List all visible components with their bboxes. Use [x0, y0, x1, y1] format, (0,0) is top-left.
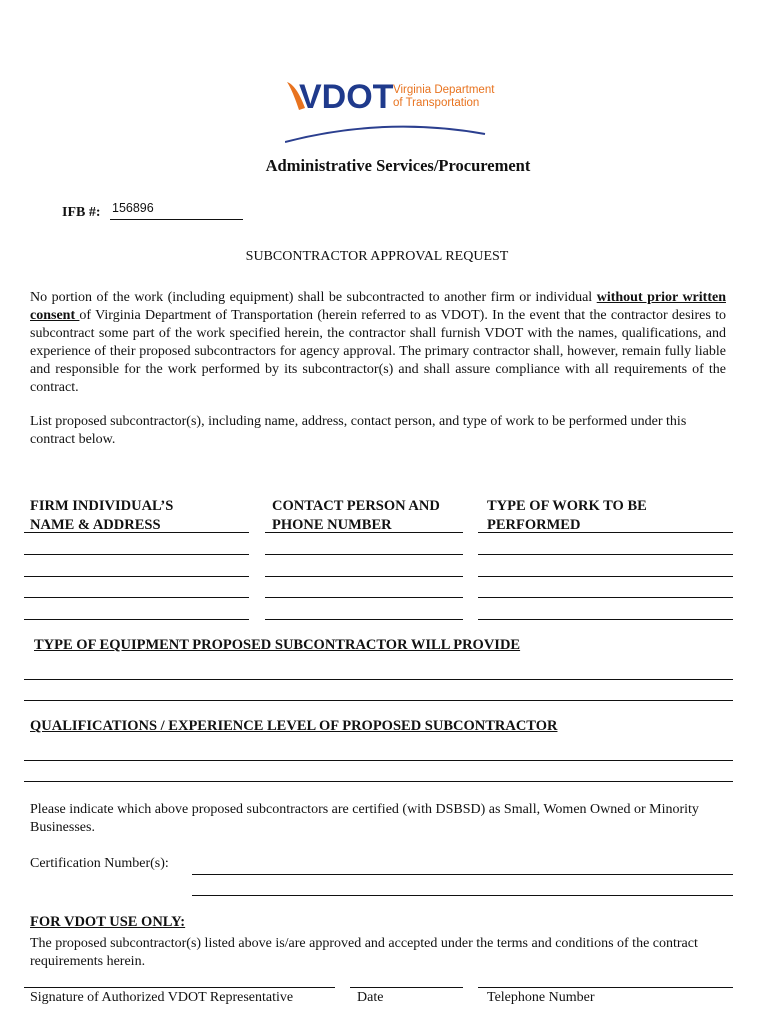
column-header-firm-line1: FIRM INDIVIDUAL’S: [30, 498, 174, 514]
ifb-number-field[interactable]: 156896: [112, 201, 154, 215]
cert-number-label: Certification Number(s):: [30, 856, 169, 871]
list-instruction: List proposed subcontractor(s), including name, address, contact person, and type of work to be performed under this contract below.: [30, 414, 687, 447]
contact-entry-line[interactable]: [265, 619, 463, 620]
equipment-entry-line[interactable]: [24, 700, 733, 701]
intro-part1: No portion of the work (including equipment) shall be subcontracted to another firm or individual: [30, 290, 597, 305]
column-header-contact: [272, 497, 440, 535]
column-header-contact-line1: CONTACT PERSON AND: [272, 498, 440, 514]
column-underline-firm: [24, 532, 249, 533]
equipment-entry-line[interactable]: [24, 679, 733, 680]
cert-number-line[interactable]: [192, 895, 733, 896]
logo-brand: VDOT: [299, 78, 394, 116]
ifb-underline: [110, 219, 243, 220]
contact-entry-line[interactable]: [265, 576, 463, 577]
column-header-work: [487, 497, 647, 535]
qualifications-entry-line[interactable]: [24, 760, 733, 761]
logo-org-line2: of Transportation: [393, 97, 480, 109]
vdot-use-heading: FOR VDOT USE ONLY:: [30, 914, 186, 930]
date-line[interactable]: [350, 987, 463, 988]
signature-label: Signature of Authorized VDOT Representative: [30, 990, 294, 1005]
qualifications-heading: QUALIFICATIONS / EXPERIENCE LEVEL OF PROPOSED SUBCONTRACTOR: [30, 718, 558, 734]
contact-entry-line[interactable]: [265, 597, 463, 598]
column-header-firm-line2: NAME & ADDRESS: [30, 517, 161, 533]
work-entry-line[interactable]: [478, 576, 733, 577]
firm-entry-line[interactable]: [24, 554, 249, 555]
logo-org-line1: Virginia Department: [393, 84, 495, 96]
telephone-label: Telephone Number: [487, 990, 595, 1005]
intro-paragraph: [30, 289, 726, 397]
certified-instruction: Please indicate which above proposed subcontractors are certified (with DSBSD) as Small, Women Owned or Minority Businesses.: [30, 802, 699, 835]
column-underline-contact: [265, 532, 463, 533]
column-header-work-line1: TYPE OF WORK TO BE: [487, 498, 647, 514]
intro-part2: of Virginia Department of Transportation (herein referred to as VDOT). In the event that the contractor desires to subcontract some part of the work specified herein, the contractor shall furnish VDOT with the names, qualifications, and experience of their proposed subcontractors for agency approval. The primary contractor shall, however, remain fully liable and responsible for the work performed by its subcontractor(s) and shall assure compliance with all requirements of the contract.: [30, 308, 726, 395]
qualifications-entry-line[interactable]: [24, 781, 733, 782]
column-underline-work: [478, 532, 733, 533]
firm-entry-line[interactable]: [24, 576, 249, 577]
telephone-line[interactable]: [478, 987, 733, 988]
page-title: Administrative Services/Procurement: [265, 156, 531, 175]
form-title: SUBCONTRACTOR APPROVAL REQUEST: [245, 249, 509, 264]
firm-entry-line[interactable]: [24, 597, 249, 598]
work-entry-line[interactable]: [478, 619, 733, 620]
signature-line[interactable]: [24, 987, 335, 988]
firm-entry-line[interactable]: [24, 619, 249, 620]
equipment-heading: TYPE OF EQUIPMENT PROPOSED SUBCONTRACTOR WILL PROVIDE: [34, 637, 521, 653]
date-label: Date: [357, 990, 384, 1005]
vdot-logo: [285, 72, 505, 152]
column-header-firm: [30, 497, 173, 535]
work-entry-line[interactable]: [478, 597, 733, 598]
work-entry-line[interactable]: [478, 554, 733, 555]
intro-emphasis: without prior written consent: [30, 290, 726, 323]
cert-number-line[interactable]: [192, 874, 733, 875]
column-header-work-line2: PERFORMED: [487, 517, 581, 533]
vdot-logo-graphic: [285, 72, 505, 152]
vdot-use-text: The proposed subcontractor(s) listed above is/are approved and accepted under the terms and conditions of the contract requirements herein.: [30, 936, 698, 969]
ifb-label: IFB #:: [62, 205, 101, 220]
column-header-contact-line2: PHONE NUMBER: [272, 517, 392, 533]
contact-entry-line[interactable]: [265, 554, 463, 555]
